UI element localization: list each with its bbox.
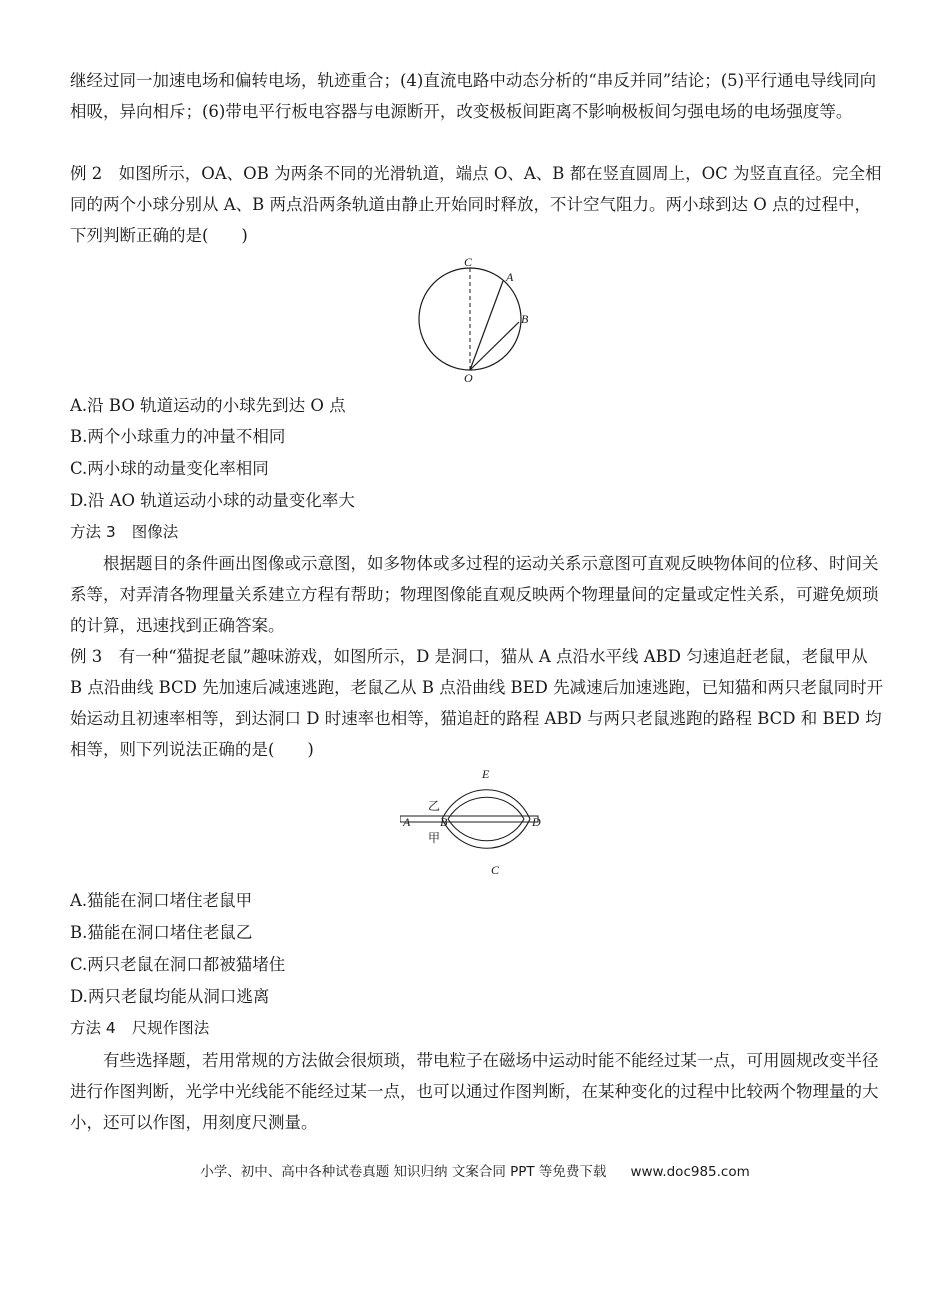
label-a: A: [403, 815, 411, 829]
method-4-body: 有些选择题，若用常规的方法做会很烦琐，带电粒子在磁场中运动时能不能经过某一点，可用圆规改变半径进行作图判断，光学中光线能不能经过某一点，也可以通过作图判断，在某种变化的过程中比较两个物理量的大小，还可以作图，用刻度尺测量。: [70, 1051, 879, 1132]
example-2-stem: 例 2 如图所示，OA、OB 为两条不同的光滑轨道，端点 O、A、B 都在竖直圆周上，OC 为竖直直径。完全相同的两个小球分别从 A、B 两点沿两条轨道由静止开始同时释放，不计空气阻力。两小球到达 O 点的过程中，下列判断正确的是( ): [70, 164, 882, 245]
example-2-option-a: A.沿 BO 轨道运动的小球先到达 O 点: [70, 396, 346, 415]
example-3-option-c: C.两只老鼠在洞口都被猫堵住: [70, 955, 286, 974]
label-c: C: [464, 255, 473, 269]
cat-track-abd: [400, 816, 538, 822]
track-oa: [470, 281, 503, 370]
method-3-number: 方法 3: [70, 523, 116, 541]
label-b: B: [440, 815, 448, 829]
cat-mouse-figure: [400, 766, 550, 881]
method-3-heading: [70, 517, 178, 548]
method-4-title: 尺规作图法: [131, 1019, 210, 1037]
label-a: A: [506, 270, 514, 284]
label-b: B: [521, 312, 529, 326]
label-d: D: [532, 815, 541, 829]
example-3-stem: 例 3 有一种“猫捉老鼠”趣味游戏，如图所示，D 是洞口，猫从 A 点沿水平线 ABD 匀速追赶老鼠，老鼠甲从 B 点沿曲线 BCD 先加速后减速逃跑，老鼠乙从 B 点沿曲线 BED 先减速后加速逃跑，已知猫和两只老鼠同时开始运动且初速率相等，到达洞口 D 时速率也相等，猫追赶的路程 ABD 与两只老鼠逃跑的路程 BCD 和 BED 均相等，则下列说法正确的是( ): [70, 647, 884, 759]
label-jia: 甲: [428, 831, 441, 845]
label-yi: 乙: [428, 799, 441, 813]
method-3-title: 图像法: [131, 523, 179, 541]
curve-bcd-outer: [442, 819, 530, 848]
label-e: E: [482, 767, 490, 781]
track-ob: [470, 322, 519, 370]
example-3-option-a: A.猫能在洞口堵住老鼠甲: [70, 891, 253, 910]
method-3-body: 根据题目的条件画出图像或示意图，如多物体或多过程的运动关系示意图可直观反映物体间的位移、时间关系等，对弄清各物理量关系建立方程有帮助；物理图像能直观反映两个物理量间的定量或定性关系，可避免烦琐的计算，迅速找到正确答案。: [70, 554, 879, 635]
footer-text: 小学、初中、高中各种试卷真题 知识归纳 文案合同 PPT 等免费下载: [200, 1164, 607, 1180]
intro-paragraph: 继经过同一加速电场和偏转电场，轨迹重合；(4)直流电路中动态分析的“串反并同”结论；(5)平行通电导线同向相吸，异向相斥；(6)带电平行板电容器与电源断开，改变极板间距离不影响极板间匀强电场的电场强度等。: [70, 71, 877, 121]
example-2-option-d: D.沿 AO 轨道运动小球的动量变化率大: [70, 491, 355, 510]
method-4-number: 方法 4: [70, 1019, 116, 1037]
curve-bed-outer: [442, 790, 530, 819]
example-3-option-d: D.两只老鼠均能从洞口逃离: [70, 987, 270, 1006]
example-2-option-c: C.两小球的动量变化率相同: [70, 459, 269, 478]
footer-site-link[interactable]: www.doc985.com: [630, 1164, 750, 1180]
example-3-option-b: B.猫能在洞口堵住老鼠乙: [70, 923, 253, 942]
label-o: O: [464, 371, 473, 385]
page-footer: [0, 1160, 950, 1180]
label-c: C: [491, 863, 500, 877]
method-4-heading: [70, 1013, 209, 1044]
example-2-option-b: B.两个小球重力的冲量不相同: [70, 427, 286, 446]
circle-tracks-figure: [405, 252, 545, 387]
